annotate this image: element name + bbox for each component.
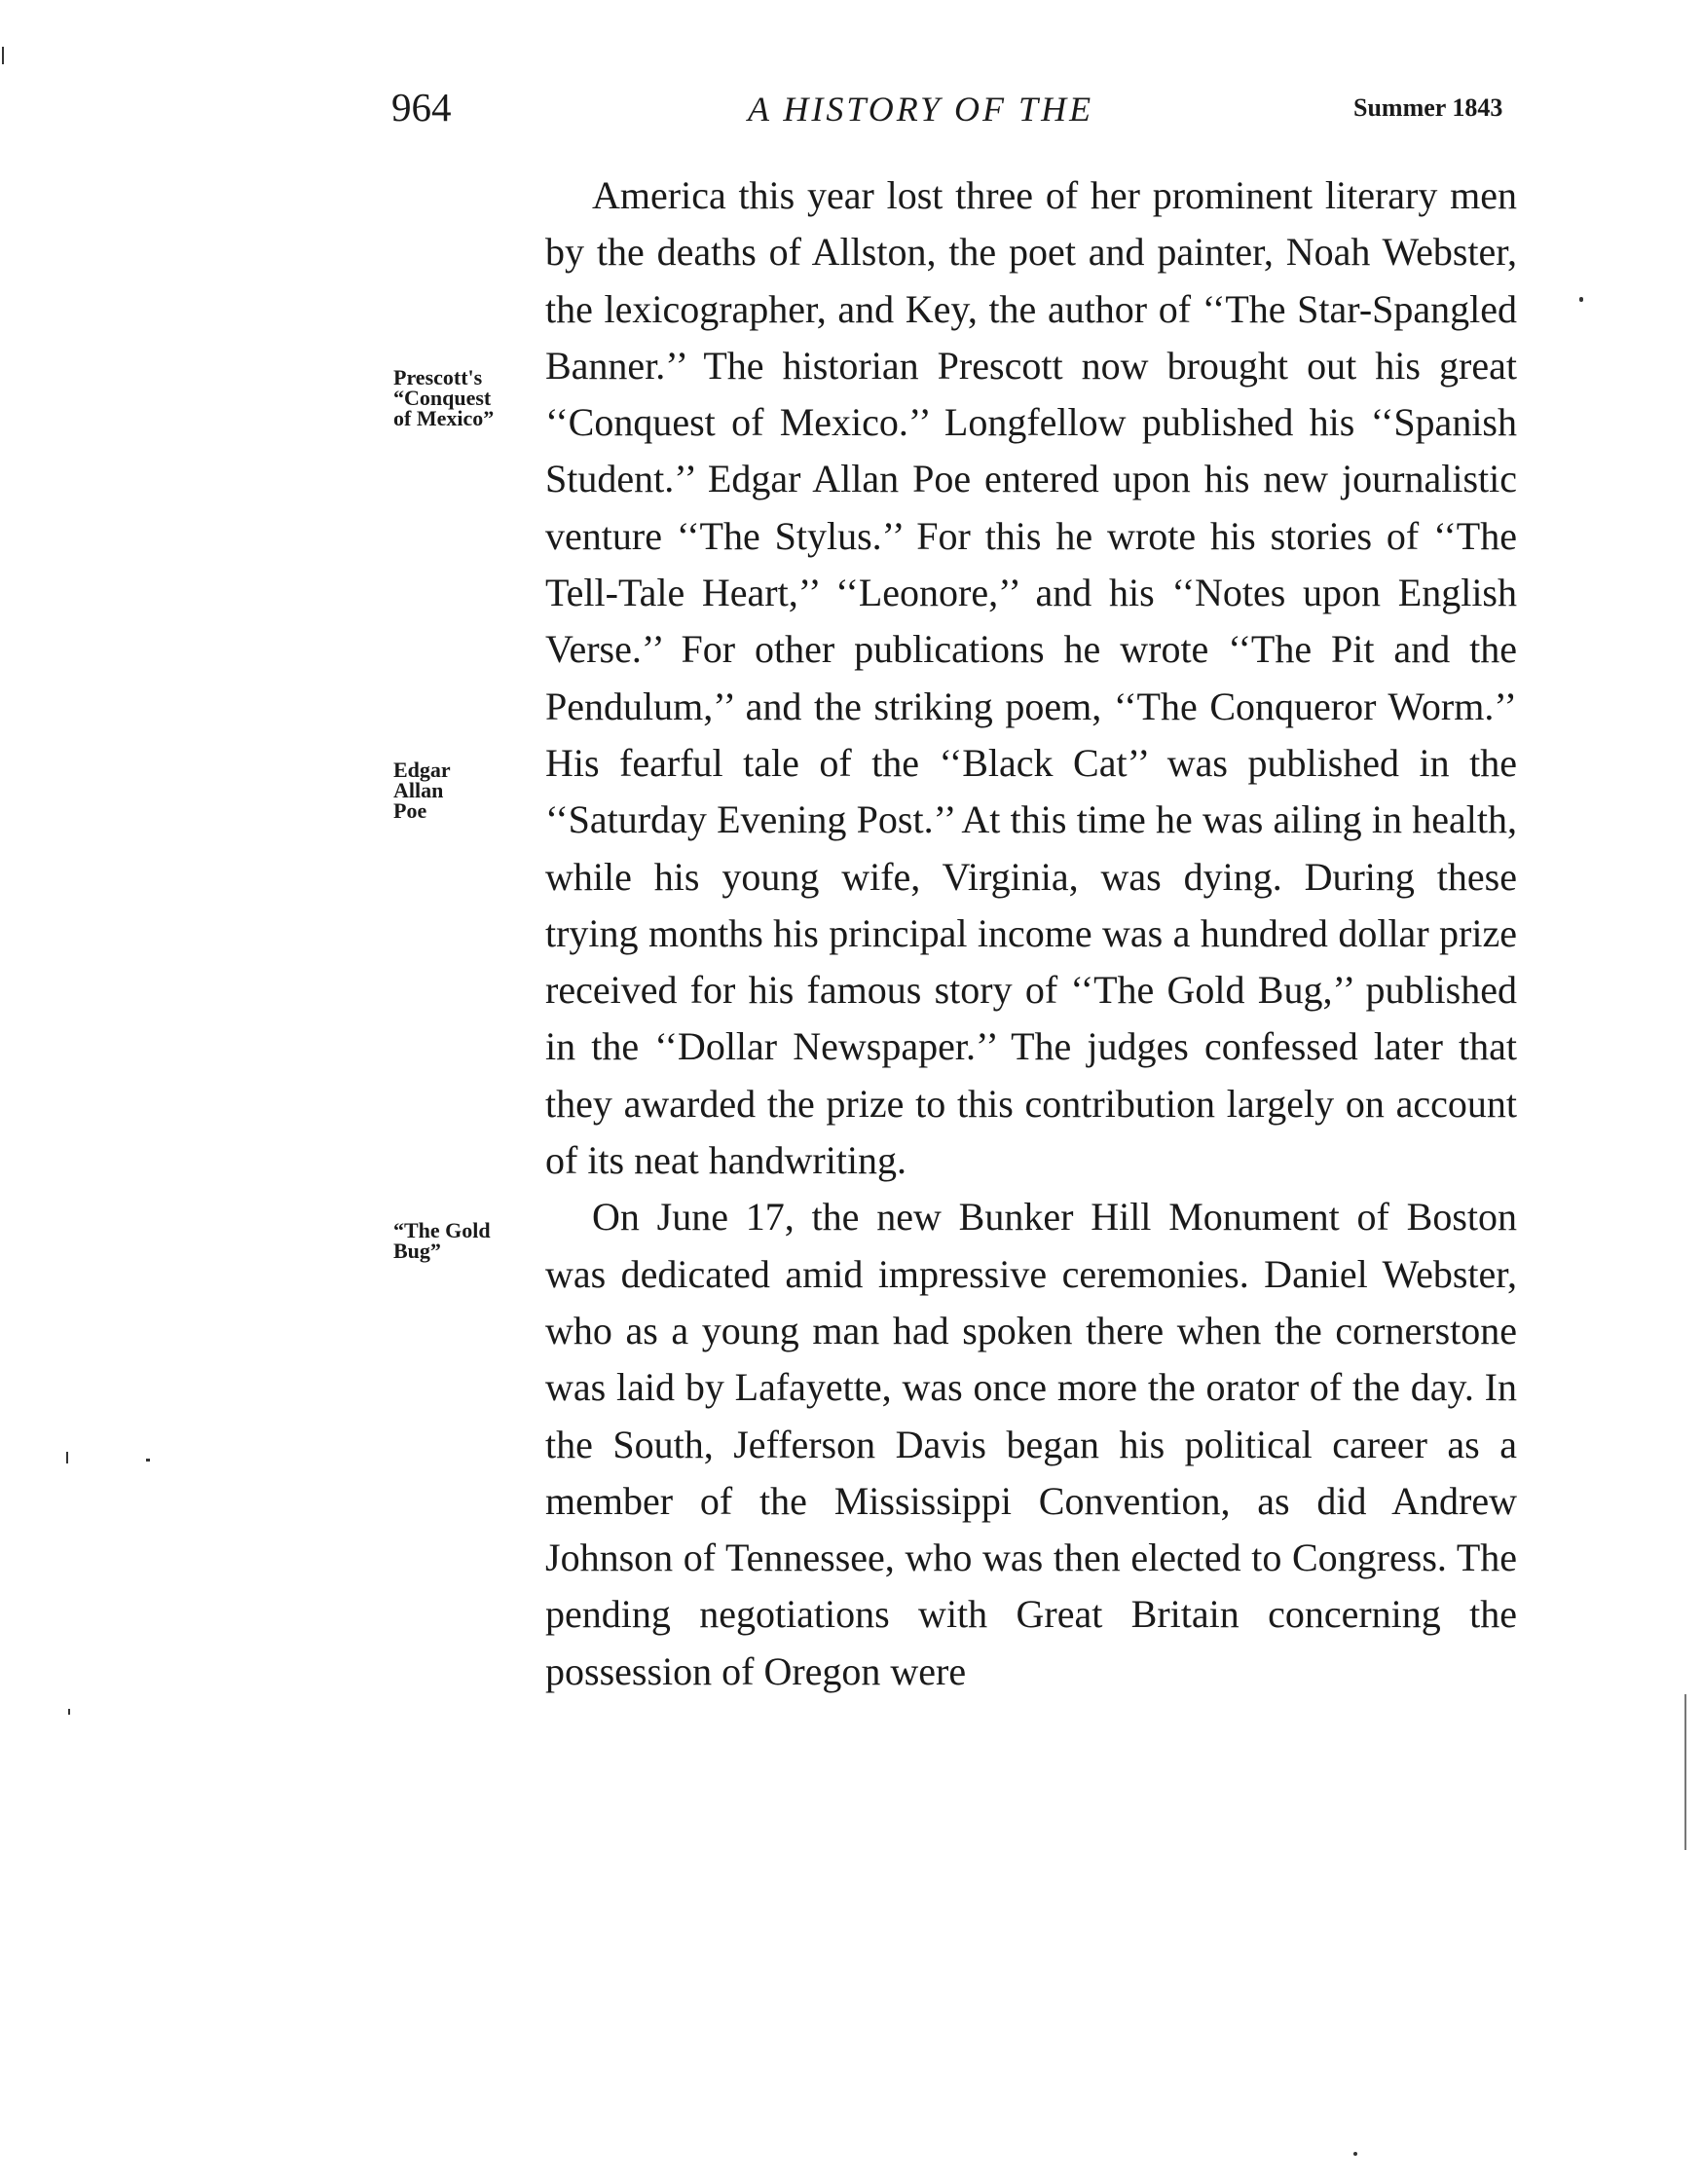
paragraph: America this year lost three of her prominent literary men by the deaths of Allston, the poet and painter, Noah Webster, the lexicographer, and Key, the author of ‘‘The Star-Spangled Banner.’’ The historian Prescott now brought out his great ‘‘Conquest of Mexico.’’ Longfellow published his ‘‘Spanish Student.’’ Edgar Allan Poe entered upon his new journalistic venture ‘‘The Stylus.’’ For this he wrote his stories of ‘‘The Tell-Tale Heart,’’ ‘‘Leonore,’’ and his ‘‘Notes upon English Verse.’’ For other publications he wrote ‘‘The Pit and the Pendulum,’’ and the striking poem, ‘‘The Conqueror Worm.’’ His fearful tale of the ‘‘Black Cat’’ was published in the ‘‘Saturday Evening Post.’’ At this time he was ailing in health, while his young wife, Virginia, was dying. During these trying months his principal income was a hundred dollar prize received for his famous story of ‘‘The Gold Bug,’’ published in the ‘‘Dollar Newspaper.’’ The judges confessed later that they awarded the prize to this contribution largely on account of its neat handwriting. — [545, 173, 1517, 1183]
body-text — [545, 167, 1517, 1700]
scan-speck — [146, 1459, 150, 1462]
paragraph: On June 17, the new Bunker Hill Monument of Boston was dedicated amid impressive ceremonies. Daniel Webster, who as a young man had spoken there when the cornerstone was laid by Lafayette, was once more the orator of the day. In the South, Jefferson Davis began his political career as a member of the Mississippi Convention, as did Andrew Johnson of Tennessee, who was then elected to Congress. The pending negotiations with Great Britain concerning the possession of Oregon were — [545, 1195, 1517, 1693]
scan-speck — [1353, 2152, 1357, 2156]
running-title: A HISTORY OF THE — [748, 90, 1094, 129]
marginal-note-line: “The Gold — [393, 1218, 491, 1242]
marginal-note-prescott — [393, 367, 494, 428]
marginal-note-line: Allan — [393, 778, 444, 802]
scan-edge-mark — [1684, 1694, 1686, 1850]
marginal-note-line: “Conquest — [393, 386, 492, 410]
scan-speck — [68, 1709, 70, 1715]
running-date: Summer 1843 — [1353, 93, 1503, 122]
marginal-note-gold-bug — [393, 1220, 491, 1261]
marginal-note-line: Prescott's — [393, 365, 483, 389]
marginal-note-poe — [393, 759, 451, 821]
page-number: 964 — [391, 85, 452, 130]
scan-speck — [1579, 297, 1583, 302]
scan-speck — [2, 47, 4, 64]
marginal-note-line: of Mexico” — [393, 406, 495, 430]
marginal-note-line: Poe — [393, 798, 427, 823]
marginal-note-line: Edgar — [393, 758, 451, 782]
scan-speck — [66, 1452, 68, 1463]
marginal-note-line: Bug” — [393, 1239, 441, 1263]
